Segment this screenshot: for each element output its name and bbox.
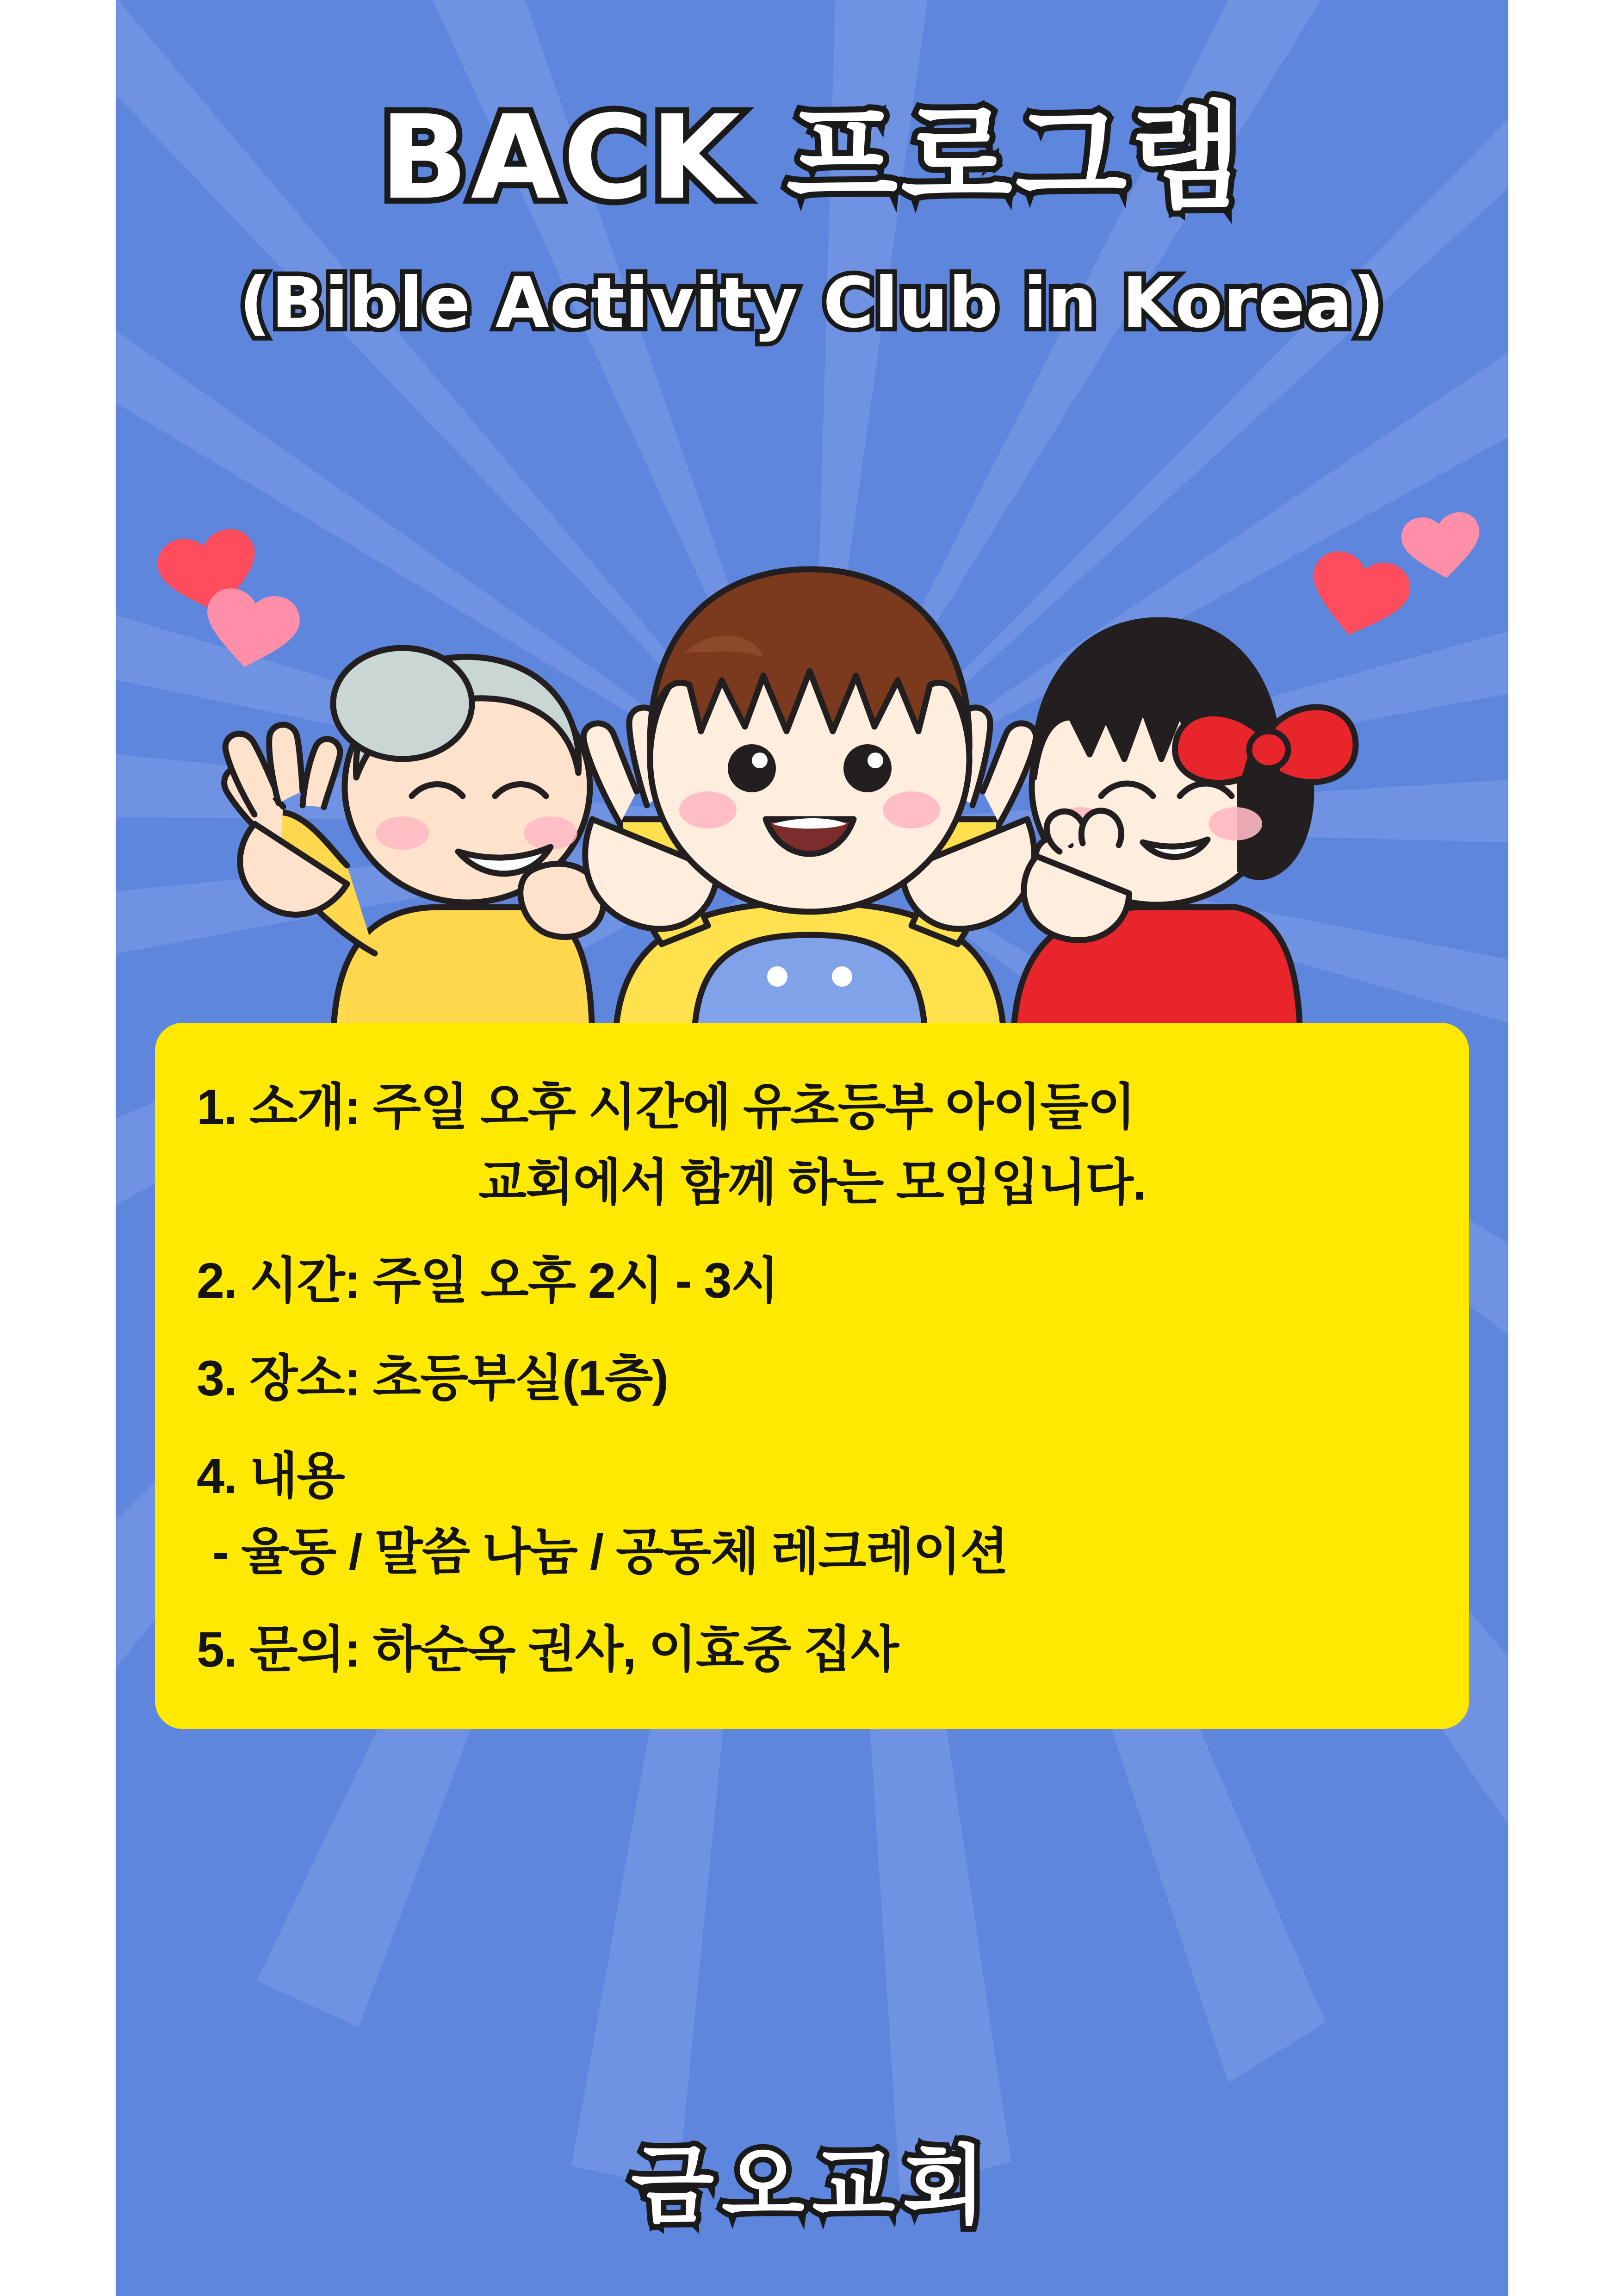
heart-icon-left-2 xyxy=(198,585,304,675)
info-contact: 5. 문의: 하순옥 권사, 이효중 집사 xyxy=(197,1621,899,1678)
right-margin xyxy=(1508,0,1624,2296)
title-block xyxy=(116,90,1508,343)
info-content-heading: 4. 내용 xyxy=(197,1448,344,1504)
poster-content xyxy=(116,0,1508,2296)
grandmother-character xyxy=(224,648,603,1046)
left-margin xyxy=(0,0,116,2296)
center-girl-character xyxy=(583,569,1036,1046)
illustration-three-waving-children xyxy=(116,500,1508,1046)
page-subtitle: (Bible Activity Club in Korea) xyxy=(239,262,1385,343)
info-intro-line1: 1. 소개: 주일 오후 시간에 유초등부 아이들이 xyxy=(197,1079,1135,1135)
page-title: BACK 프로그램 xyxy=(379,90,1245,225)
right-girl-character xyxy=(1013,620,1356,1046)
heart-icon-right-2 xyxy=(1399,510,1485,583)
footer xyxy=(116,2117,1508,2240)
church-name: 금오교회 xyxy=(631,2135,993,2236)
info-place: 3. 장소: 초등부실(1층) xyxy=(197,1350,668,1406)
info-intro-line2: 교회에서 함께 하는 모임입니다. xyxy=(478,1154,1146,1211)
heart-icon-right-1 xyxy=(1301,546,1415,647)
info-card xyxy=(155,1023,1469,1729)
info-time: 2. 시간: 주일 오후 2시 - 3시 xyxy=(197,1252,778,1308)
info-content-detail: - 율동 / 말씀 나눔 / 공동체 레크레이션 xyxy=(212,1523,1008,1580)
